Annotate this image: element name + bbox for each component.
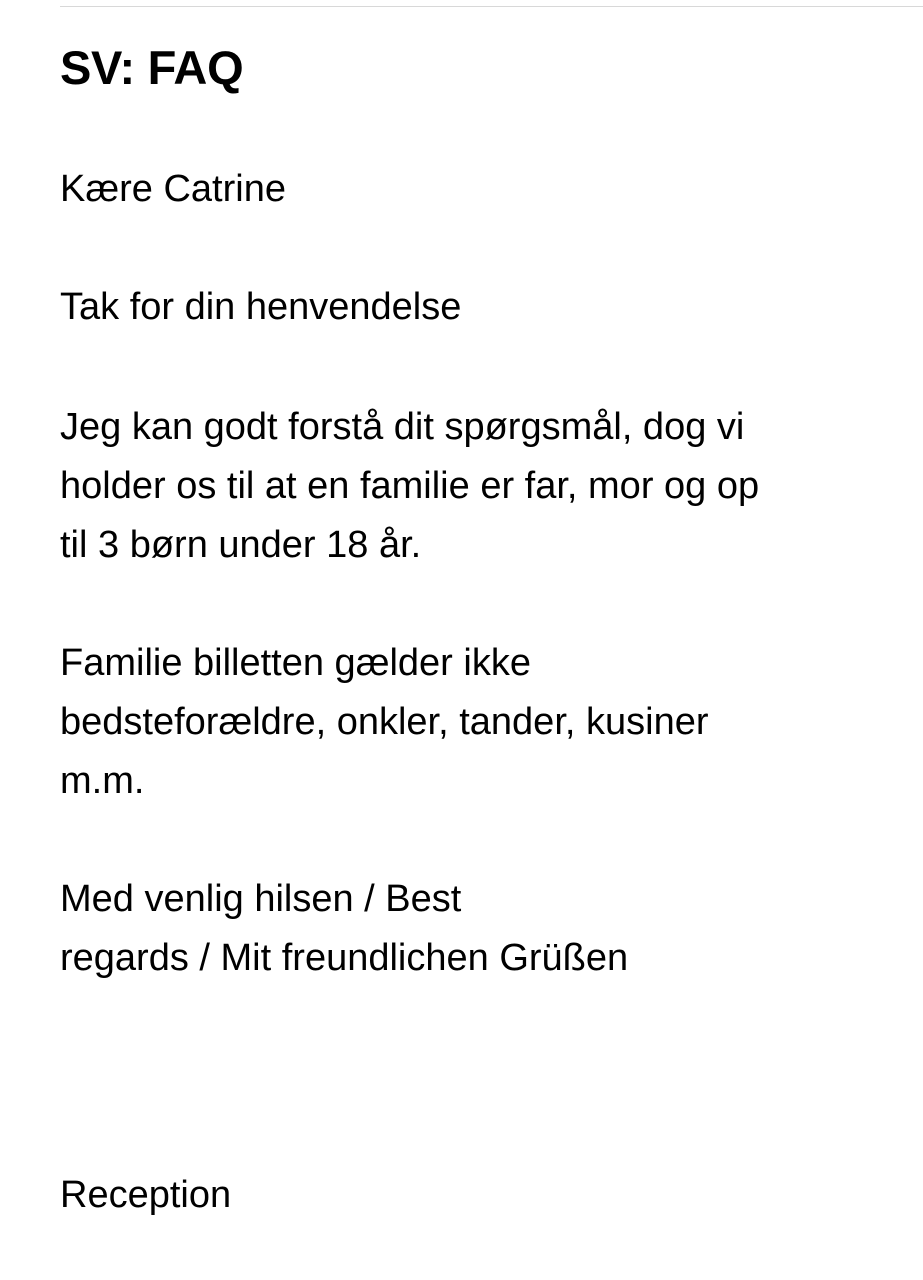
email-closing: Med venlig hilsen / Best regards / Mit freundlichen Grüßen — [60, 878, 629, 979]
header-divider — [60, 6, 923, 7]
email-paragraph-family-definition: Jeg kan godt forstå dit spørgsmål, dog vi holder os til at en familie er far, mor og op til 3 børn under 18 år. — [60, 406, 760, 566]
email-thanks-line: Tak for din henvendelse — [60, 286, 462, 328]
email-signature: Reception — [60, 1174, 232, 1216]
email-subject: SV: FAQ — [60, 41, 244, 94]
email-paragraph-ticket-exclusions: Familie billetten gælder ikke bedsteforældre, onkler, tander, kusiner m.m. — [60, 642, 709, 802]
email-greeting: Kære Catrine — [60, 168, 286, 210]
